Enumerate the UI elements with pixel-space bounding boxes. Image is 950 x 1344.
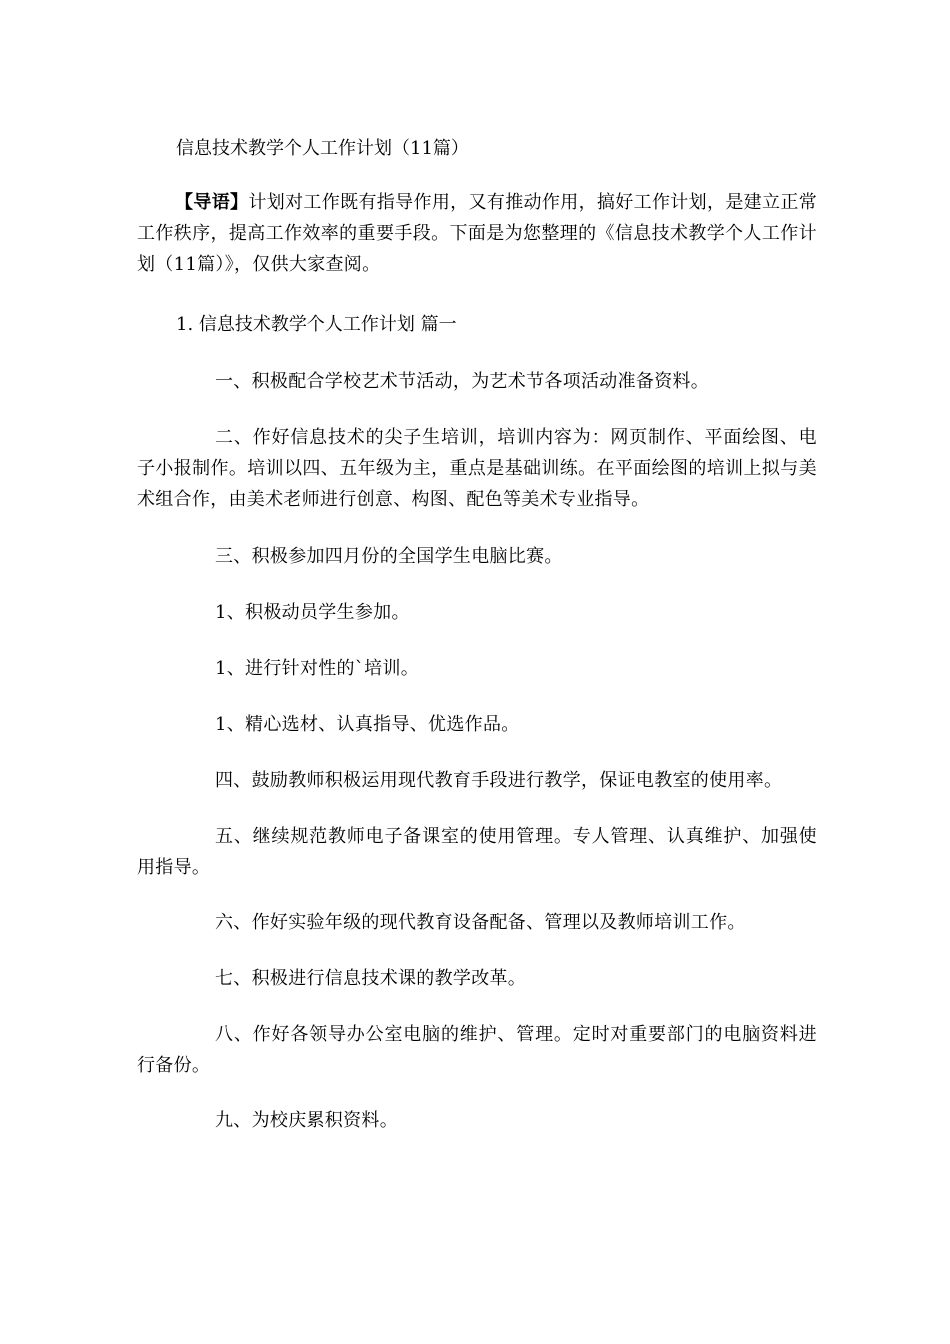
plan-item-6: 六、作好实验年级的现代教育设备配备、管理以及教师培训工作。 [215,912,746,933]
plan-item-3: 三、积极参加四月份的全国学生电脑比赛。 [215,546,563,567]
plan-item-1: 一、积极配合学校艺术节活动，为艺术节各项活动准备资料。 [215,371,710,392]
plan-item-5: 五、继续规范教师电子备课室的使用管理。专人管理、认真维护、加强使用指导。 [137,826,817,878]
document-title: 信息技术教学个人工作计划（11篇） [176,138,469,159]
intro-lead: 【导语】 [175,192,249,213]
plan-subitem-1: 1、积极动员学生参加。 [215,602,410,623]
section-heading: 1. 信息技术教学个人工作计划 篇一 [176,314,457,335]
plan-item-9: 九、为校庆累积资料。 [215,1110,398,1131]
plan-subitem-2: 1、进行针对性的`培训。 [215,658,420,679]
intro-paragraph [137,187,817,280]
plan-subitem-3: 1、精心选材、认真指导、优选作品。 [215,714,520,735]
intro-text: 计划对工作既有指导作用，又有推动作用，搞好工作计划，是建立正常工作秩序，提高工作效率的重要手段。下面是为您整理的《信息技术教学个人工作计划（11篇）》，仅供大家查阅。 [137,192,818,275]
plan-item-4: 四、鼓励教师积极运用现代教育手段进行教学，保证电教室的使用率。 [215,770,783,791]
plan-item-8: 八、作好各领导办公室电脑的维护、管理。定时对重要部门的电脑资料进行备份。 [137,1024,817,1076]
plan-item-7: 七、积极进行信息技术课的教学改革。 [215,968,527,989]
plan-item-2: 二、作好信息技术的尖子生培训，培训内容为：网页制作、平面绘图、电子小报制作。培训以四、五年级为主，重点是基础训练。在平面绘图的培训上拟与美术组合作，由美术老师进行创意、构图、配色等美术专业指导。 [137,427,817,510]
